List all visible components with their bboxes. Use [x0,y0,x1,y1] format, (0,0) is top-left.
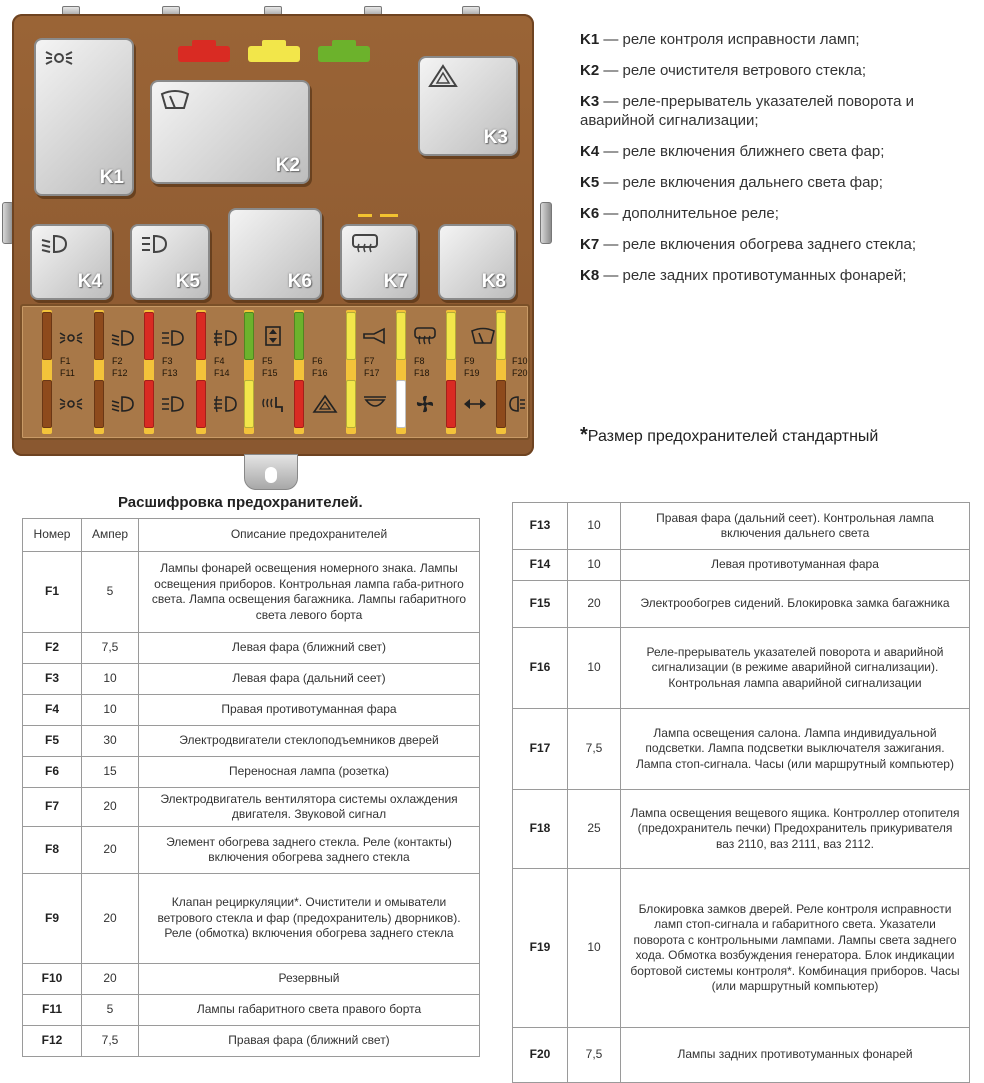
relay-label: K3 [483,127,508,148]
fuse-panel [20,304,530,440]
fuse-amp-cell: 10 [568,550,621,581]
fuse-f13 [144,380,154,428]
fuse-amp-cell: 5 [82,552,139,633]
legend-code: K3 [580,93,600,110]
fuse-number-cell: F10 [23,964,82,995]
legend-code: K4 [580,143,600,160]
side-lights-icon [58,394,84,414]
fuse-description-cell: Переносная лампа (розетка) [139,757,480,788]
interior-light-icon [362,394,388,414]
legend-item [580,30,980,49]
fuse-amp-cell: 10 [82,695,139,726]
fuse-label-f2: F2 [112,356,123,366]
indicator-dash [358,214,372,217]
fuse-label-f7: F7 [364,356,375,366]
fuse-label-f15: F15 [262,368,278,378]
fuse-size-footnote [580,424,878,447]
table-row [513,709,970,790]
fuse-f12 [94,380,104,428]
relay-label: K5 [175,271,200,292]
fuse-amp-cell: 7,5 [82,633,139,664]
legend-text: — реле-прерыватель указателей поворота и аварийной сигнализации; [580,93,915,129]
turn-signal-arrows-icon [462,394,488,414]
fuse-label-f20: F20 [512,368,528,378]
fuse-number-cell: F12 [23,1026,82,1057]
fuse-amp-cell: 7,5 [568,709,621,790]
hazard-triangle-icon [428,64,458,88]
fuse-amp-cell: 20 [568,581,621,628]
legend-code: K1 [580,31,600,48]
table-row [513,790,970,869]
fuse-number-cell: F2 [23,633,82,664]
fuse-label-f17: F17 [364,368,380,378]
fuse-description-cell: Электрообогрев сидений. Блокировка замка багажника [621,581,970,628]
indicator-dash [380,214,398,217]
table-row [23,788,480,827]
fuse-amp-cell: 7,5 [568,1028,621,1083]
fuse-amp-cell: 10 [82,664,139,695]
fuse-f18 [396,380,406,428]
hazard-triangle-icon [312,394,338,414]
table-row [513,628,970,709]
table-row [23,695,480,726]
column-header-number: Номер [23,519,82,552]
fuse-description-cell: Резервный [139,964,480,995]
fan-icon [412,394,438,414]
legend-item [580,235,980,254]
fuse-f1 [42,312,52,360]
table-row [23,874,480,964]
legend-text: — реле включения ближнего света фар; [603,143,885,160]
legend-code: K7 [580,236,600,253]
fuse-f5 [244,312,254,360]
fuse-amp-cell: 30 [82,726,139,757]
fuse-number-cell: F11 [23,995,82,1026]
fuse-label-f12: F12 [112,368,128,378]
fuse-amp-cell: 20 [82,827,139,874]
fuse-f19 [446,380,456,428]
fuse-label-f3: F3 [162,356,173,366]
fuse-amp-cell: 20 [82,788,139,827]
relay-k5 [130,224,210,300]
fuse-number-cell: F9 [23,874,82,964]
relay-label: K7 [383,271,408,292]
fuse-number-cell: F17 [513,709,568,790]
low-beam-icon [40,232,70,256]
low-beam-icon [110,394,136,414]
fuse-table-right [512,502,970,1083]
fuse-label-f19: F19 [464,368,480,378]
relay-k8 [438,224,516,300]
fuse-box-diagram [0,0,560,490]
relay-label: K6 [287,271,312,292]
fuse-label-f16: F16 [312,368,328,378]
windshield-wiper-icon [470,326,496,346]
fuse-f2 [94,312,104,360]
legend-item [580,173,980,192]
legend-text: — дополнительное реле; [603,205,779,222]
fuse-amp-cell: 25 [568,790,621,869]
legend-code: K8 [580,267,600,284]
fuse-number-cell: F20 [513,1028,568,1083]
fuse-description-cell: Реле-прерыватель указателей поворота и аварийной сигнализации (в режиме аварийной сигнализации). Контрольная лампа аварийной сигнализации [621,628,970,709]
fuse-number-cell: F4 [23,695,82,726]
fuse-amp-cell: 15 [82,757,139,788]
tables-title: Расшифровка предохранителей. [118,494,363,511]
table-row [23,995,480,1026]
table-body [513,503,970,1083]
fuse-description-cell: Лампа освещения салона. Лампа индивидуальной подсветки. Лампа подсветки выключателя зажигания. Лампа стоп-сигнала. Часы (или маршрутный компьютер) [621,709,970,790]
fuse-description-cell: Электродвигатели стеклоподъемников дверей [139,726,480,757]
table-row [23,664,480,695]
spare-fuse-green [318,46,370,62]
fuse-f15 [244,380,254,428]
column-header-description: Описание предохранителей [139,519,480,552]
legend-text: — реле очистителя ветрового стекла; [603,62,867,79]
high-beam-icon [160,328,186,348]
fuse-label-f5: F5 [262,356,273,366]
fuse-label-f14: F14 [214,368,230,378]
legend-item [580,92,980,130]
legend-text: — реле контроля исправности ламп; [603,31,860,48]
fuse-description-cell: Электродвигатель вентилятора системы охлаждения двигателя. Звуковой сигнал [139,788,480,827]
legend-item [580,204,980,223]
mount-tab [244,454,298,490]
fuse-label-f6: F6 [312,356,323,366]
fuse-amp-cell: 5 [82,995,139,1026]
relay-k2 [150,80,310,184]
relay-label: K2 [275,155,300,176]
fuse-label-f18: F18 [414,368,430,378]
relay-k6 [228,208,322,300]
relay-label: K8 [481,271,506,292]
fuse-amp-cell: 7,5 [82,1026,139,1057]
relay-label: K1 [99,167,124,188]
table-row [513,869,970,1028]
fuse-label-f8: F8 [414,356,425,366]
fuse-number-cell: F1 [23,552,82,633]
table-row [23,827,480,874]
relay-k1 [34,38,134,196]
relay-k4 [30,224,112,300]
window-lift-icon [260,326,286,346]
legend-item [580,61,980,80]
windshield-wiper-icon [160,88,190,112]
high-beam-icon [140,232,170,256]
fuse-number-cell: F8 [23,827,82,874]
fuse-f6 [294,312,304,360]
fuse-label-f11: F11 [60,368,75,378]
fuse-number-cell: F7 [23,788,82,827]
rear-defrost-icon [412,326,438,346]
fuse-description-cell: Лампы фонарей освещения номерного знака. Лампы освещения приборов. Контрольная лампа габа-ритного света. Лампа освещения багажника. Лампы габаритного света левого борта [139,552,480,633]
fuse-label-f9: F9 [464,356,475,366]
table-row [23,726,480,757]
relay-k3 [418,56,518,156]
fuse-description-cell: Элемент обогрева заднего стекла. Реле (контакты) включения обогрева заднего стекла [139,827,480,874]
fuse-number-cell: F15 [513,581,568,628]
fuse-description-cell: Лампы задних противотуманных фонарей [621,1028,970,1083]
fuse-f9 [446,312,456,360]
fuse-label-f1: F1 [60,356,71,366]
fuse-number-cell: F6 [23,757,82,788]
high-beam-icon [160,394,186,414]
fuse-number-cell: F19 [513,869,568,1028]
fuse-description-cell: Лампа освещения вещевого ящика. Контроллер отопителя (предохранитель печки) Предохранитель прикуривателя ваз 2110, ваз 2111, ваз 2112. [621,790,970,869]
fuse-number-cell: F18 [513,790,568,869]
fuse-label-f13: F13 [162,368,178,378]
legend-item [580,142,980,161]
fuse-f11 [42,380,52,428]
table-row [23,1026,480,1057]
table-row [23,633,480,664]
relay-legend [580,30,980,297]
fuse-f7 [346,312,356,360]
table-row [513,581,970,628]
fuse-f16 [294,380,304,428]
fuse-f14 [196,380,206,428]
fuse-label-f4: F4 [214,356,225,366]
rear-fog-light-icon [508,394,526,414]
table-row [23,964,480,995]
fuse-description-cell: Левая противотуманная фара [621,550,970,581]
fuse-f3 [144,312,154,360]
fuse-description-cell: Правая противотуманная фара [139,695,480,726]
relay-label: K4 [77,271,102,292]
fuse-f4 [196,312,206,360]
column-header-amp: Ампер [82,519,139,552]
fuse-amp-cell: 20 [82,874,139,964]
fuse-f17 [346,380,356,428]
fuse-f20 [496,380,506,428]
rear-defrost-icon [350,232,380,256]
fuse-table-left [22,518,480,1057]
spare-fuse-red [178,46,230,62]
fuse-number-cell: F3 [23,664,82,695]
fuse-description-cell: Левая фара (ближний свет) [139,633,480,664]
legend-item [580,266,980,285]
footnote-asterisk: * [580,424,588,446]
fuse-number-cell: F5 [23,726,82,757]
fuse-description-cell: Клапан рециркуляции*. Очистители и омыватели ветрового стекла и фар (предохранитель) дворников). Реле (обмотка) включения обогрева заднего стекла [139,874,480,964]
legend-text: — реле включения дальнего света фар; [603,174,883,191]
fuse-description-cell: Блокировка замков дверей. Реле контроля исправности ламп стоп-сигнала и габаритного света. Указатели поворота с контрольными лампами. Лампы света заднего хода. Обмотка возбуждения генератора. Блок индикации бортовой системы контроля*. Комбинация приборов. Часы (или маршрутный компьютер) [621,869,970,1028]
fuse-f10 [496,312,506,360]
table-row [513,550,970,581]
table-row [23,552,480,633]
table-body [23,552,480,1057]
relay-k7 [340,224,418,300]
table-row [23,757,480,788]
fog-light-icon [212,394,238,414]
fuse-description-cell: Левая фара (дальний сеет) [139,664,480,695]
side-lights-icon [58,328,84,348]
fuse-amp-cell: 20 [82,964,139,995]
fuse-description-cell: Лампы габаритного света правого борта [139,995,480,1026]
legend-code: K2 [580,62,600,79]
table-row [513,503,970,550]
footnote-text: Размер предохранителей стандартный [587,428,879,445]
low-beam-icon [110,328,136,348]
fuse-amp-cell: 10 [568,628,621,709]
legend-text: — реле включения обогрева заднего стекла; [603,236,916,253]
spare-fuse-yellow [248,46,300,62]
table-header-row [23,519,480,552]
side-lights-icon [44,46,74,70]
fuse-description-cell: Правая фара (ближний свет) [139,1026,480,1057]
seat-heating-icon [260,394,286,414]
fuse-number-cell: F16 [513,628,568,709]
table-row [513,1028,970,1083]
fuse-description-cell: Правая фара (дальний сеет). Контрольная лампа включения дальнего света [621,503,970,550]
legend-code: K5 [580,174,600,191]
legend-code: K6 [580,205,600,222]
fuse-amp-cell: 10 [568,869,621,1028]
fuse-f8 [396,312,406,360]
legend-text: — реле задних противотуманных фонарей; [603,267,907,284]
fuse-number-cell: F14 [513,550,568,581]
horn-icon [362,326,388,346]
fuse-label-f10: F10 [512,356,528,366]
side-lug-right [540,202,552,244]
fuse-amp-cell: 10 [568,503,621,550]
fuse-number-cell: F13 [513,503,568,550]
fog-light-icon [212,328,238,348]
